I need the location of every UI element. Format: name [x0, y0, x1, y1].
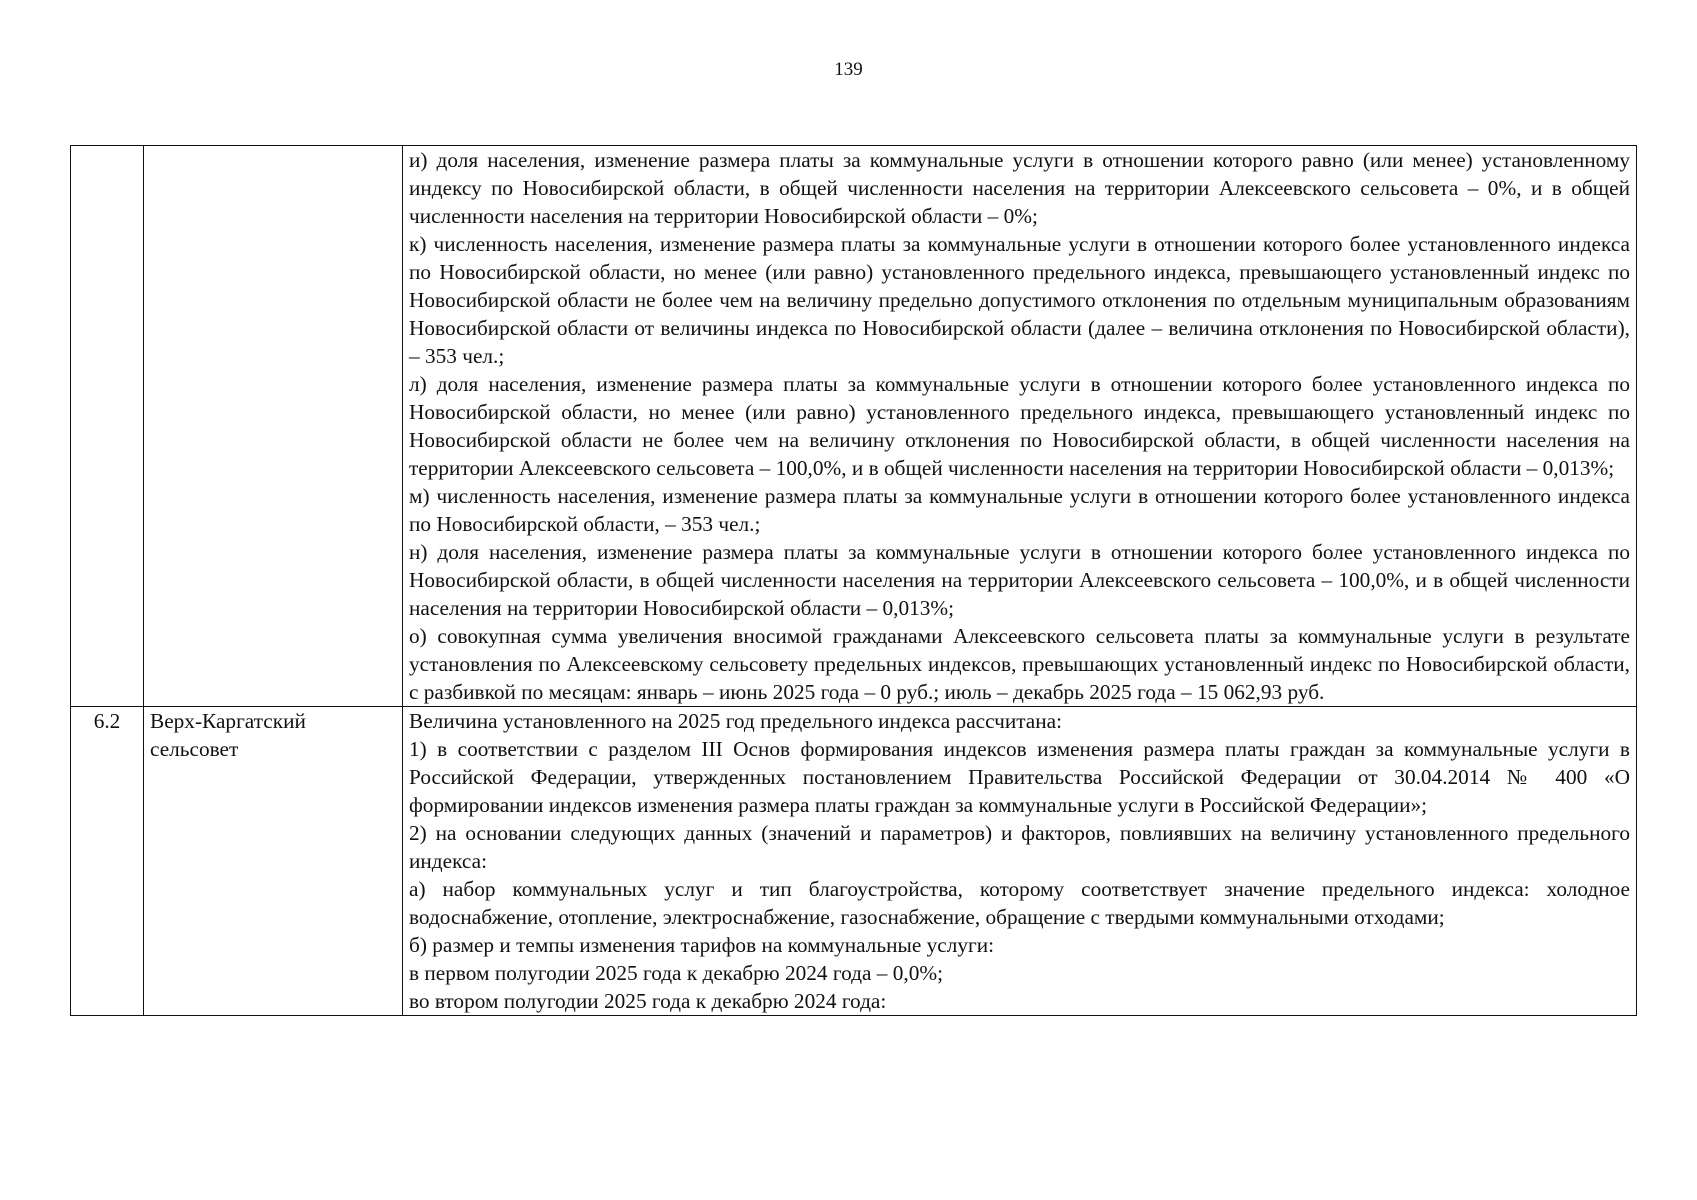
description-cell	[403, 707, 1637, 1016]
paragraph-item-i: и) доля населения, изменение размера платы за коммунальные услуги в отношении которого равно (или менее) установленному индексу по Новосибирской области, в общей численности населения на территории Алексеевского сельсовета – 0%, и в общей численности населения на территории Новосибирской области – 0%;	[409, 148, 1630, 228]
paragraph-first-half: в первом полугодии 2025 года к декабрю 2024 года – 0,0%;	[409, 961, 944, 985]
description-cell	[403, 146, 1637, 707]
paragraph-item-b: б) размер и темпы изменения тарифов на коммунальные услуги:	[409, 933, 995, 957]
paragraph-second-half: во втором полугодии 2025 года к декабрю 2024 года:	[409, 989, 887, 1013]
municipality-name-cell	[144, 707, 403, 1016]
municipality-name-line: сельсовет	[150, 737, 239, 761]
table-row	[71, 707, 1637, 1016]
table-row	[71, 146, 1637, 707]
paragraph-item-o: о) совокупная сумма увеличения вносимой гражданами Алексеевского сельсовета платы за коммунальные услуги в результате установления по Алексеевскому сельсовету предельных индексов, превышающих установленный индекс по Новосибирской области, с разбивкой по месяцам: январь – июнь 2025 года – 0 руб.; июль – декабрь 2025 года – 15 062,93 руб.	[409, 624, 1630, 704]
indices-table	[70, 145, 1637, 1016]
paragraph-intro: Величина установленного на 2025 год предельного индекса рассчитана:	[409, 709, 1063, 733]
page-number: 139	[834, 59, 863, 80]
paragraph-item-l: л) доля населения, изменение размера платы за коммунальные услуги в отношении которого более установленного индекса по Новосибирской области, но менее (или равно) установленного предельного индекса, превышающего установленный индекс по Новосибирской области не более чем на величину отклонения по Новосибирской области, в общей численности населения на территории Алексеевского сельсовета – 100,0%, и в общей численности населения на территории Новосибирской области – 0,013%;	[409, 372, 1630, 480]
municipality-name-line: Верх-Каргатский	[150, 709, 306, 733]
paragraph-item-n: н) доля населения, изменение размера платы за коммунальные услуги в отношении которого более установленного индекса по Новосибирской области, в общей численности населения на территории Алексеевского сельсовета – 100,0%, и в общей численности населения на территории Новосибирской области – 0,013%;	[409, 540, 1630, 620]
paragraph-item-2: 2) на основании следующих данных (значений и параметров) и факторов, повлиявших на величину установленного предельного индекса:	[409, 821, 1630, 873]
paragraph-item-m: м) численность населения, изменение размера платы за коммунальные услуги в отношении которого более установленного индекса по Новосибирской области, – 353 чел.;	[409, 484, 1630, 536]
row-number-cell: 6.2	[71, 707, 144, 1016]
paragraph-item-a: а) набор коммунальных услуг и тип благоустройства, которому соответствует значение предельного индекса: холодное водоснабжение, отопление, электроснабжение, газоснабжение, обращение с твердыми коммунальными отходами;	[409, 877, 1630, 929]
paragraph-item-1: 1) в соответствии с разделом III Основ формирования индексов изменения размера платы граждан за коммунальные услуги в Российской Федерации, утвержденных постановлением Правительства Российской Федерации от 30.04.2014 № 400 «О формировании индексов изменения размера платы граждан за коммунальные услуги в Российской Федерации»;	[409, 737, 1630, 817]
row-number-cell	[71, 146, 144, 707]
paragraph-item-k: к) численность населения, изменение размера платы за коммунальные услуги в отношении которого более установленного индекса по Новосибирской области, но менее (или равно) установленного предельного индекса, превышающего установленный индекс по Новосибирской области не более чем на величину предельно допустимого отклонения по отдельным муниципальным образованиям Новосибирской области от величины индекса по Новосибирской области (далее – величина отклонения по Новосибирской области), – 353 чел.;	[409, 232, 1630, 368]
municipality-name-cell	[144, 146, 403, 707]
